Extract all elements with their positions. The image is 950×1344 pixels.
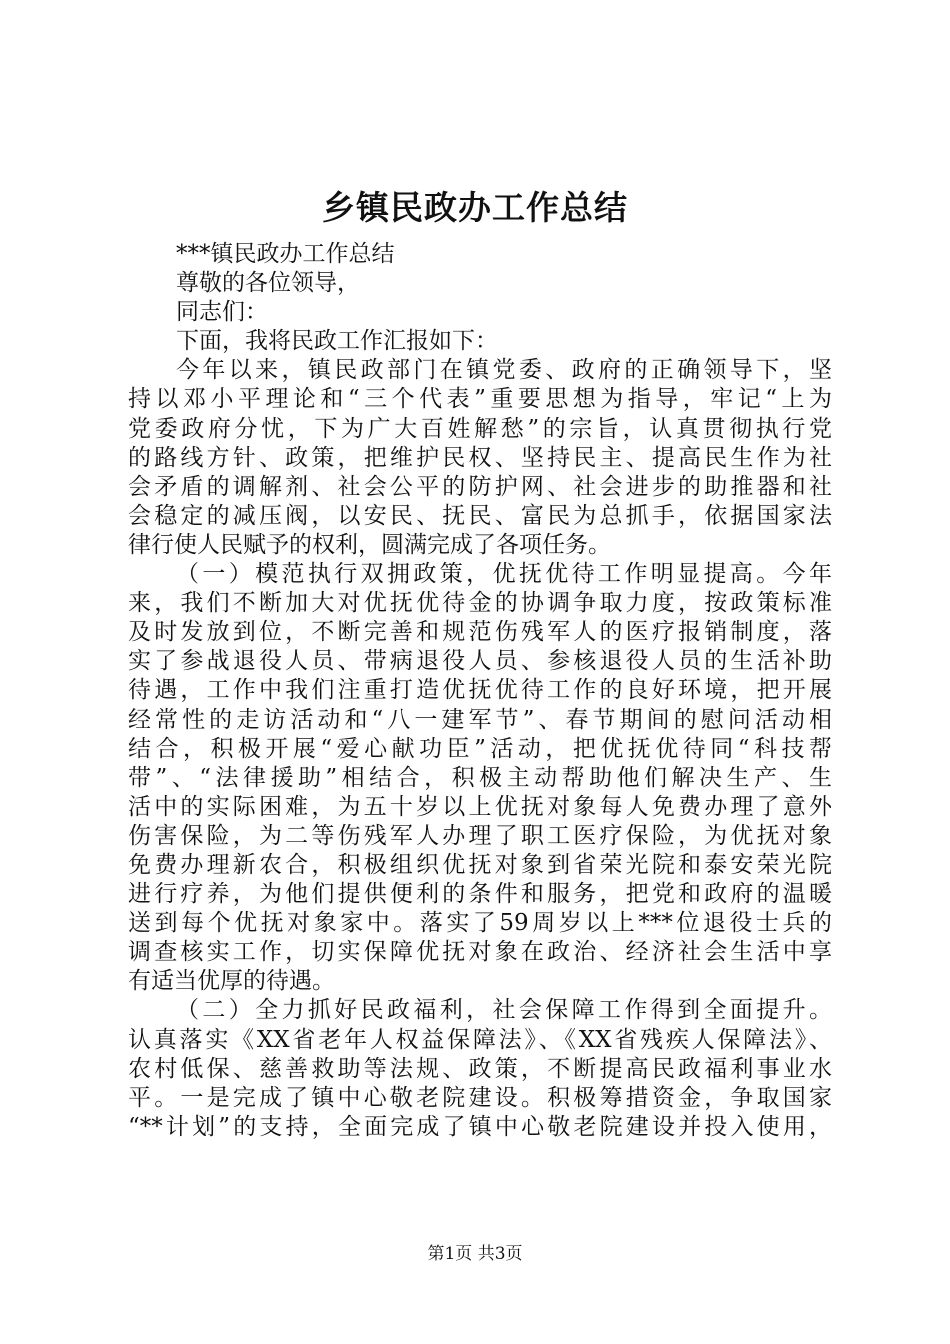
body-line: （二）全力抓好民政福利，社会保障工作得到全面提升。: [176, 997, 832, 1024]
body-line: 伤害保险，为二等伤残军人办理了职工医疗保险，为优抚对象: [128, 822, 832, 849]
body-line: 同志们：: [176, 299, 268, 326]
body-line: 及时发放到位，不断完善和规范伤残军人的医疗报销制度，落: [128, 619, 832, 646]
body-line: 进行疗养，为他们提供便利的条件和服务，把党和政府的温暖: [128, 881, 832, 908]
body-line: 实了参战退役人员、带病退役人员、参核退役人员的生活补助: [128, 648, 832, 675]
body-line: 经常性的走访活动和“八一建军节”、春节期间的慰问活动相: [128, 706, 832, 733]
body-line: 农村低保、慈善救助等法规、政策，不断提高民政福利事业水: [128, 1055, 832, 1082]
body-line: 会稳定的减压阀，以安民、抚民、富民为总抓手，依据国家法: [128, 502, 832, 529]
body-line: 结合，积极开展“爱心献功臣”活动，把优抚优待同“科技帮: [128, 735, 832, 762]
body-line: 今年以来，镇民政部门在镇党委、政府的正确领导下，坚: [176, 357, 832, 384]
document-body: [128, 240, 832, 1142]
body-line: “**计划”的支持，全面完成了镇中心敬老院建设并投入使用，: [128, 1113, 832, 1140]
body-line: 平。一是完成了镇中心敬老院建设。积极筹措资金，争取国家: [128, 1084, 832, 1111]
body-line: 待遇，工作中我们注重打造优抚优待工作的良好环境，把开展: [128, 677, 832, 704]
body-line: 认真落实《XX省老年人权益保障法》、《XX省残疾人保障法》、: [128, 1026, 832, 1053]
body-line: 会矛盾的调解剂、社会公平的防护网、社会进步的助推器和社: [128, 473, 832, 500]
body-line: 来，我们不断加大对优抚优待金的协调争取力度，按政策标准: [128, 590, 832, 617]
body-line: 尊敬的各位领导，: [176, 270, 360, 297]
body-line: （一）模范执行双拥政策，优抚优待工作明显提高。今年: [176, 561, 832, 588]
body-line: 带”、“法律援助”相结合，积极主动帮助他们解决生产、生: [128, 764, 832, 791]
body-line: 的路线方针、政策，把维护民权、坚持民主、提高民生作为社: [128, 444, 832, 471]
body-line: 调查核实工作，切实保障优抚对象在政治、经济社会生活中享: [128, 939, 832, 966]
body-line: 党委政府分忧，下为广大百姓解愁”的宗旨，认真贯彻执行党: [128, 415, 832, 442]
body-line: 有适当优厚的待遇。: [128, 968, 335, 995]
body-line: 下面，我将民政工作汇报如下：: [176, 328, 498, 355]
page-footer: 第1页 共3页: [427, 1244, 523, 1264]
body-line: ***镇民政办工作总结: [176, 241, 395, 267]
body-line: 律行使人民赋予的权利，圆满完成了各项任务。: [128, 531, 611, 558]
body-line: 活中的实际困难，为五十岁以上优抚对象每人免费办理了意外: [128, 793, 832, 820]
document-title: 乡镇民政办工作总结: [322, 188, 628, 227]
body-line: 持以邓小平理论和“三个代表”重要思想为指导，牢记“上为: [128, 386, 832, 413]
body-line: 送到每个优抚对象家中。落实了59周岁以上***位退役士兵的: [128, 910, 832, 937]
body-line: 免费办理新农合，积极组织优抚对象到省荣光院和泰安荣光院: [128, 851, 832, 878]
